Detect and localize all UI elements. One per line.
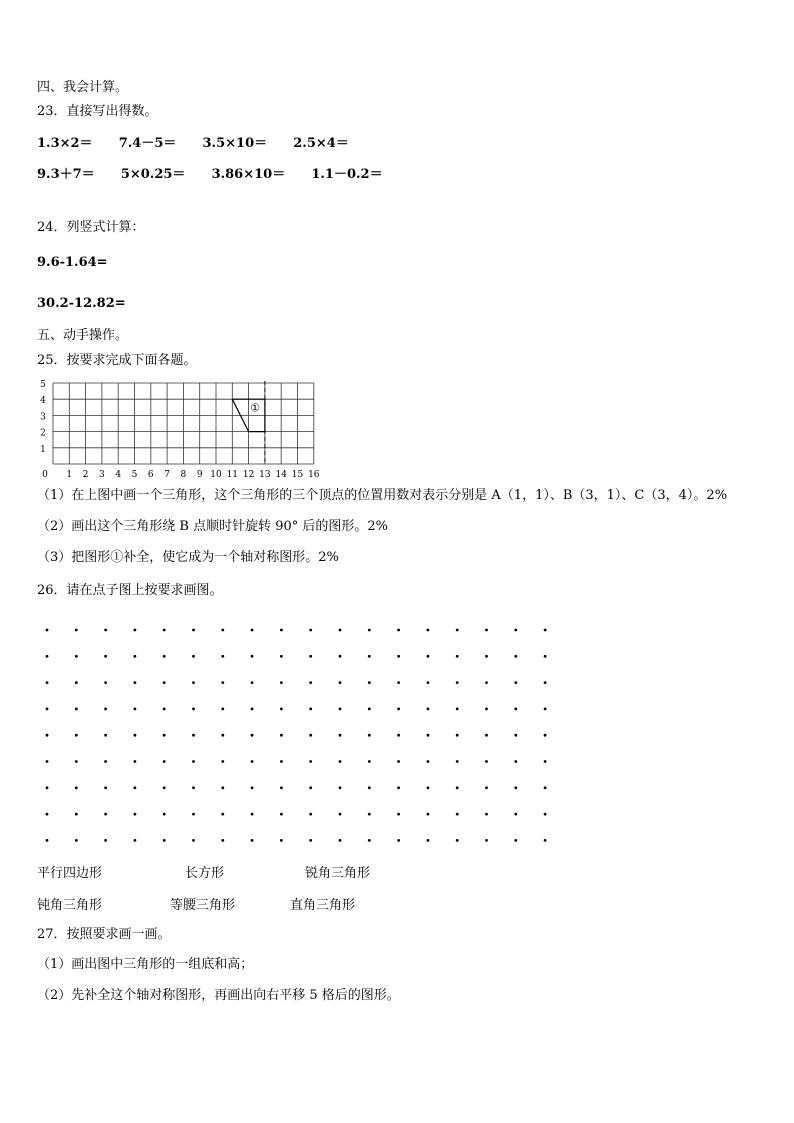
grid-dot: [427, 786, 430, 789]
q23-title: 23．直接写出得数。: [37, 104, 158, 119]
grid-dot: [75, 708, 78, 711]
grid-dot: [104, 708, 107, 711]
shape-label: 钝角三角形: [37, 898, 103, 913]
grid-dot: [427, 734, 430, 737]
grid-dot: [192, 786, 195, 789]
grid-dot: [192, 839, 195, 842]
q25-title: 25．按要求完成下面各题。: [37, 353, 197, 368]
calc-item: 1.3×2＝: [37, 136, 93, 151]
grid-dot: [46, 786, 49, 789]
grid-dot: [339, 839, 342, 842]
grid-dot: [134, 655, 137, 658]
grid-dot: [427, 760, 430, 763]
grid-dot: [368, 708, 371, 711]
q25-item1: （1）在上图中画一个三角形，这个三角形的三个顶点的位置用数对表示分别是 A（1，1）、B（3，1）、C（3，4）。2%: [37, 488, 728, 503]
grid-dot: [397, 734, 400, 737]
grid-dot: [368, 760, 371, 763]
x-tick-label: 9: [196, 470, 203, 479]
grid-dot: [309, 708, 312, 711]
grid-dot: [544, 629, 547, 632]
grid-dot: [192, 681, 195, 684]
grid-dot: [134, 708, 137, 711]
grid-dot: [309, 629, 312, 632]
calc-item: 5×0.25＝: [120, 167, 186, 182]
x-tick-label: 16: [308, 470, 320, 479]
q27-item2: （2）先补全这个轴对称图形，再画出向右平移 5 格后的图形。: [37, 988, 400, 1003]
grid-dot: [134, 734, 137, 737]
grid-dot: [104, 839, 107, 842]
grid-dot: [427, 629, 430, 632]
q23-row1: [37, 136, 371, 152]
grid-dot: [75, 813, 78, 816]
q25-item2: （2）画出这个三角形绕 B 点顺时针旋转 90° 后的图形。2%: [37, 519, 389, 534]
grid-dot: [309, 760, 312, 763]
grid-dot: [104, 681, 107, 684]
shape-label: 平行四边形: [37, 866, 103, 881]
grid-dot: [163, 629, 166, 632]
grid-dot: [456, 629, 459, 632]
grid-dot: [514, 760, 517, 763]
grid-dot: [251, 813, 254, 816]
x-tick-label: 14: [275, 470, 287, 479]
grid-dot: [192, 629, 195, 632]
grid-dot: [485, 681, 488, 684]
grid-dot: [280, 708, 283, 711]
x-tick-label: 10: [210, 470, 222, 479]
dot-paper: [37, 620, 567, 854]
x-tick-label: 2: [82, 470, 89, 479]
grid-dot: [192, 813, 195, 816]
grid-dot: [75, 681, 78, 684]
grid-dot: [514, 839, 517, 842]
grid-dot: [46, 734, 49, 737]
grid-dot: [397, 813, 400, 816]
grid-dot: [339, 708, 342, 711]
grid-dot: [163, 839, 166, 842]
grid-dot: [397, 708, 400, 711]
grid-dot: [192, 655, 195, 658]
grid-dot: [221, 839, 224, 842]
grid-dot: [280, 839, 283, 842]
q23-row2: [37, 167, 405, 183]
grid-dot: [544, 760, 547, 763]
grid-dot: [514, 786, 517, 789]
y-tick-label: 4: [40, 396, 46, 407]
x-tick-label: 12: [242, 470, 255, 479]
grid-dot: [456, 681, 459, 684]
grid-dot: [339, 681, 342, 684]
grid-dot: [280, 655, 283, 658]
calc-item: 2.5×4＝: [293, 136, 349, 151]
coordinate-grid: [37, 377, 327, 483]
grid-dot: [46, 760, 49, 763]
grid-dot: [75, 655, 78, 658]
x-tick-label: 6: [147, 470, 154, 479]
x-tick-label: 13: [259, 470, 271, 479]
x-tick-label: 7: [164, 470, 170, 479]
grid-dot: [544, 655, 547, 658]
grid-dot: [309, 681, 312, 684]
q27-title: 27．按照要求画一画。: [37, 927, 171, 942]
dots-svg: [37, 620, 567, 850]
grid-dot: [427, 708, 430, 711]
grid-dot: [104, 813, 107, 816]
grid-dot: [544, 708, 547, 711]
grid-dot: [251, 839, 254, 842]
grid-dot: [251, 760, 254, 763]
grid-dot: [46, 813, 49, 816]
grid-dot: [485, 629, 488, 632]
grid-dot: [427, 839, 430, 842]
grid-dot: [514, 681, 517, 684]
grid-dot: [163, 786, 166, 789]
grid-dot: [427, 681, 430, 684]
grid-dot: [309, 839, 312, 842]
grid-dot: [397, 681, 400, 684]
grid-dot: [46, 708, 49, 711]
grid-dot: [134, 813, 137, 816]
calc-item: 9.3＋7＝: [37, 167, 95, 182]
grid-dot: [309, 786, 312, 789]
y-tick-label: 5: [40, 380, 46, 390]
grid-dot: [456, 655, 459, 658]
grid-dot: [221, 629, 224, 632]
grid-dot: [280, 681, 283, 684]
grid-dot: [485, 655, 488, 658]
calc-item: 1.1－0.2＝: [311, 167, 383, 182]
y-tick-label: 2: [40, 428, 46, 439]
grid-dot: [75, 760, 78, 763]
grid-dot: [309, 813, 312, 816]
grid-dot: [134, 786, 137, 789]
grid-dot: [46, 629, 49, 632]
grid-dot: [46, 655, 49, 658]
x-tick-label: 11: [226, 470, 239, 479]
calc-item: 3.86×10＝: [211, 167, 286, 182]
grid-dot: [251, 681, 254, 684]
grid-dot: [339, 629, 342, 632]
grid-dot: [368, 681, 371, 684]
grid-dot: [309, 655, 312, 658]
grid-dot: [75, 839, 78, 842]
grid-dot: [280, 813, 283, 816]
grid-dot: [221, 813, 224, 816]
grid-dot: [309, 734, 312, 737]
grid-dot: [485, 708, 488, 711]
x-tick-label: 4: [115, 470, 122, 479]
grid-dot: [397, 760, 400, 763]
grid-dot: [514, 629, 517, 632]
grid-dot: [339, 786, 342, 789]
grid-dot: [104, 786, 107, 789]
grid-dot: [514, 734, 517, 737]
grid-dot: [163, 734, 166, 737]
section4-heading: 四、我会计算。: [37, 80, 129, 95]
grid-dot: [134, 760, 137, 763]
grid-dot: [221, 655, 224, 658]
grid-dot: [514, 655, 517, 658]
grid-dot: [456, 813, 459, 816]
grid-dot: [251, 629, 254, 632]
grid-dot: [339, 655, 342, 658]
grid-svg: [37, 377, 327, 479]
shape-label: 长方形: [185, 866, 225, 881]
grid-dot: [485, 734, 488, 737]
grid-dot: [280, 786, 283, 789]
grid-dot: [544, 786, 547, 789]
grid-dot: [427, 655, 430, 658]
grid-dot: [485, 839, 488, 842]
grid-dot: [163, 655, 166, 658]
grid-dot: [339, 760, 342, 763]
x-tick-label: 15: [291, 470, 304, 479]
grid-dot: [75, 629, 78, 632]
grid-dot: [134, 629, 137, 632]
grid-dot: [134, 681, 137, 684]
grid-dot: [514, 708, 517, 711]
q25-item3: （3）把图形①补全，使它成为一个轴对称图形。2%: [37, 550, 339, 565]
calc-item: 7.4－5＝: [118, 136, 177, 151]
grid-dot: [456, 708, 459, 711]
grid-dot: [75, 734, 78, 737]
grid-dot: [544, 734, 547, 737]
grid-dot: [280, 760, 283, 763]
grid-dot: [221, 734, 224, 737]
grid-dot: [163, 681, 166, 684]
grid-dot: [104, 760, 107, 763]
grid-dot: [544, 839, 547, 842]
grid-dot: [397, 655, 400, 658]
grid-dot: [221, 708, 224, 711]
shape-label: 锐角三角形: [305, 866, 371, 881]
grid-dot: [368, 839, 371, 842]
grid-dot: [104, 655, 107, 658]
grid-dot: [280, 734, 283, 737]
grid-dot: [134, 839, 137, 842]
grid-dot: [485, 760, 488, 763]
x-tick-label: 1: [66, 470, 73, 479]
grid-dot: [544, 813, 547, 816]
grid-dot: [104, 629, 107, 632]
grid-dot: [251, 708, 254, 711]
y-tick-label: 3: [40, 412, 46, 423]
grid-dot: [46, 681, 49, 684]
q26-title: 26．请在点子图上按要求画图。: [37, 583, 223, 598]
grid-dot: [514, 813, 517, 816]
y-tick-label: 1: [40, 444, 46, 455]
grid-dot: [163, 708, 166, 711]
grid-dot: [368, 629, 371, 632]
grid-dot: [427, 813, 430, 816]
x-tick-label: 5: [131, 470, 138, 479]
grid-dot: [368, 813, 371, 816]
grid-dot: [280, 629, 283, 632]
grid-dot: [397, 786, 400, 789]
grid-dot: [456, 839, 459, 842]
grid-dot: [221, 681, 224, 684]
grid-dot: [104, 734, 107, 737]
grid-dot: [339, 813, 342, 816]
section5-heading: 五、动手操作。: [37, 328, 129, 343]
grid-dot: [46, 839, 49, 842]
shape-label: 等腰三角形: [170, 898, 236, 913]
grid-dot: [251, 786, 254, 789]
q24-item2: 30.2-12.82=: [37, 296, 126, 311]
grid-dot: [192, 760, 195, 763]
grid-dot: [456, 786, 459, 789]
grid-dot: [485, 813, 488, 816]
q24-item1: 9.6-1.64=: [37, 255, 108, 270]
grid-dot: [485, 786, 488, 789]
grid-dot: [368, 734, 371, 737]
grid-dot: [192, 708, 195, 711]
grid-dot: [221, 760, 224, 763]
grid-dot: [75, 786, 78, 789]
x-tick-label: 3: [99, 470, 105, 479]
grid-dot: [544, 681, 547, 684]
grid-dot: [251, 655, 254, 658]
grid-dot: [163, 813, 166, 816]
shape-label: 直角三角形: [290, 898, 356, 913]
q27-item1: （1）画出图中三角形的一组底和高；: [37, 957, 254, 972]
grid-dot: [192, 734, 195, 737]
grid-dot: [368, 786, 371, 789]
grid-dot: [221, 786, 224, 789]
grid-dot: [456, 734, 459, 737]
grid-dot: [251, 734, 254, 737]
grid-dot: [456, 760, 459, 763]
grid-dot: [339, 734, 342, 737]
shape-label: ①: [250, 401, 261, 415]
grid-dot: [397, 629, 400, 632]
q24-title: 24．列竖式计算：: [37, 220, 145, 235]
grid-dot: [397, 839, 400, 842]
x-tick-label: 8: [180, 470, 187, 479]
x-tick-label: 0: [42, 470, 48, 479]
calc-item: 3.5×10＝: [202, 136, 268, 151]
grid-dot: [368, 655, 371, 658]
grid-dot: [163, 760, 166, 763]
